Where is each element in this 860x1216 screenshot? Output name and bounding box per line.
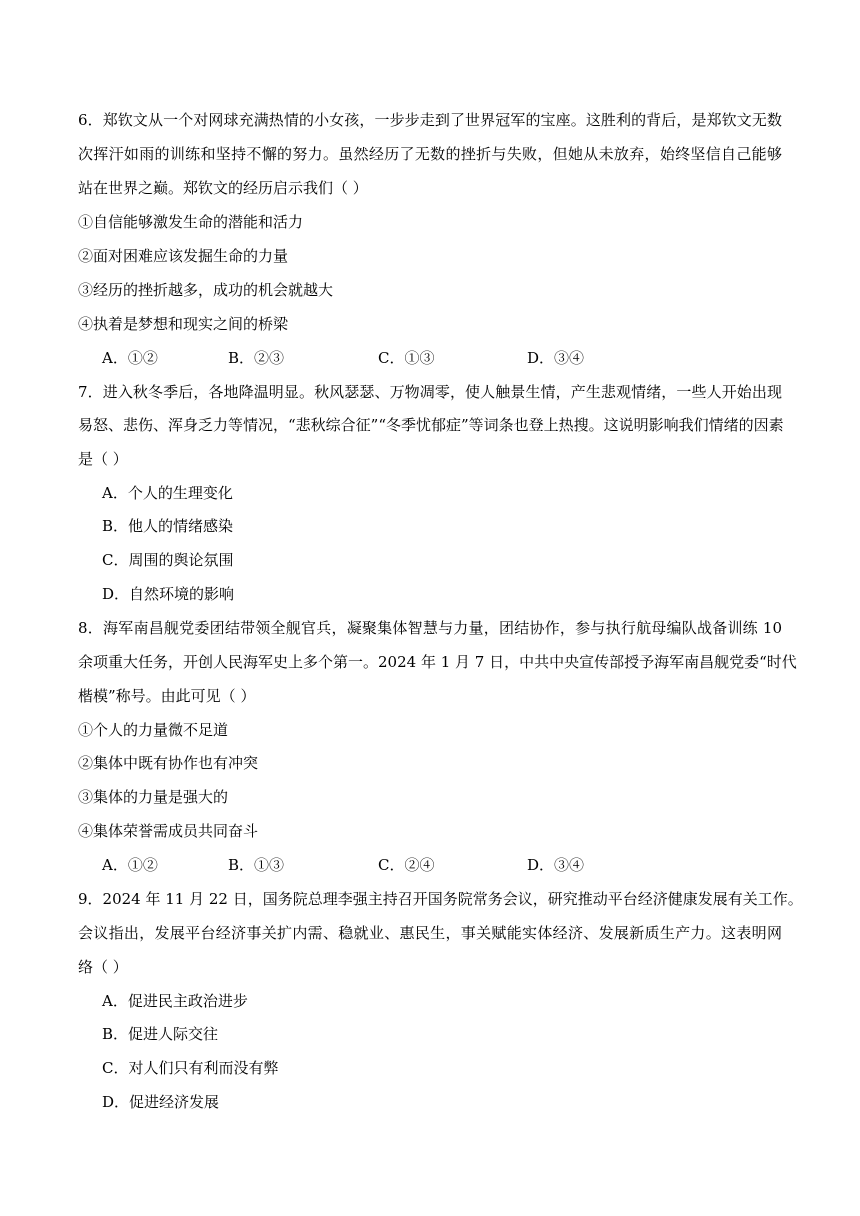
question-9-option-b[interactable]: B．促进人际交往 (102, 1025, 219, 1043)
question-7-stem-line-1: 7．进入秋冬季后，各地降温明显。秋风瑟瑟、万物凋零，使人触景生情，产生悲观情绪，一些人开始出现 (78, 383, 782, 401)
question-8-stem-line-2: 余项重大任务，开创人民海军史上多个第一。2024 年 1 月 7 日，中共中央宣传部授予海军南昌舰党委“时代 (78, 653, 797, 671)
question-9-stem-line-2: 会议指出，发展平台经济事关扩内需、稳就业、惠民生，事关赋能实体经济、发展新质生产力。这表明网 (78, 924, 782, 942)
question-7-stem-line-2: 易怒、悲伤、浑身乏力等情况，“悲秋综合征”“冬季忧郁症”等词条也登上热搜。这说明影响我们情绪的因素 (78, 416, 784, 434)
question-8-option-b[interactable]: B．①③ (228, 856, 285, 874)
question-9-option-a[interactable]: A．促进民主政治进步 (102, 992, 248, 1010)
question-6-options (102, 347, 860, 369)
question-8-statement-1: ①个人的力量微不足道 (78, 721, 229, 739)
question-8-stem-line-1: 8．海军南昌舰党委团结带领全舰官兵，凝聚集体智慧与力量，团结协作，参与执行航母编队战备训练 10 (78, 619, 782, 637)
question-7-option-c[interactable]: C．周围的舆论氛围 (102, 551, 234, 569)
question-8-options (102, 854, 860, 876)
question-8-statement-3: ③集体的力量是强大的 (78, 788, 229, 806)
question-9-option-c[interactable]: C．对人们只有利而没有弊 (102, 1059, 279, 1077)
question-7-option-b[interactable]: B．他人的情绪感染 (102, 517, 234, 535)
question-7-option-d[interactable]: D．自然环境的影响 (102, 585, 235, 603)
question-6-stem-line-2: 次挥汗如雨的训练和坚持不懈的努力。虽然经历了无数的挫折与失败，但她从未放弃，始终坚信自己能够 (78, 145, 782, 163)
question-9-stem-line-1: 9．2024 年 11 月 22 日，国务院总理李强主持召开国务院常务会议，研究推动平台经济健康发展有关工作。 (78, 890, 803, 908)
question-9-option-d[interactable]: D．促进经济发展 (102, 1093, 220, 1111)
question-6-option-b[interactable]: B．②③ (228, 349, 285, 367)
question-8-statement-2: ②集体中既有协作也有冲突 (78, 754, 259, 772)
question-6-option-a[interactable]: A．①② (102, 349, 158, 367)
question-8-option-d[interactable]: D．③④ (527, 856, 585, 874)
question-8-statement-4: ④集体荣誉需成员共同奋斗 (78, 822, 259, 840)
question-6-option-c[interactable]: C．①③ (378, 349, 435, 367)
question-8-stem-line-3: 楷模”称号。由此可见（ ） (78, 687, 256, 705)
question-6-stem-line-3: 站在世界之巅。郑钦文的经历启示我们（ ） (78, 179, 368, 197)
question-7-option-a[interactable]: A．个人的生理变化 (102, 484, 233, 502)
question-9-stem-line-3: 络（ ） (78, 958, 128, 976)
question-8-option-a[interactable]: A．①② (102, 856, 158, 874)
question-6-statement-4: ④执着是梦想和现实之间的桥梁 (78, 315, 289, 333)
question-6-statement-3: ③经历的挫折越多，成功的机会就越大 (78, 281, 334, 299)
question-6-statement-1: ①自信能够激发生命的潜能和活力 (78, 213, 304, 231)
question-6-stem-line-1: 6．郑钦文从一个对网球充满热情的小女孩，一步步走到了世界冠军的宝座。这胜利的背后，是郑钦文无数 (78, 111, 782, 129)
question-8-option-c[interactable]: C．②④ (378, 856, 435, 874)
question-6-option-d[interactable]: D．③④ (527, 349, 585, 367)
question-7-stem-line-3: 是（ ） (78, 450, 128, 468)
question-6-statement-2: ②面对困难应该发掘生命的力量 (78, 247, 289, 265)
